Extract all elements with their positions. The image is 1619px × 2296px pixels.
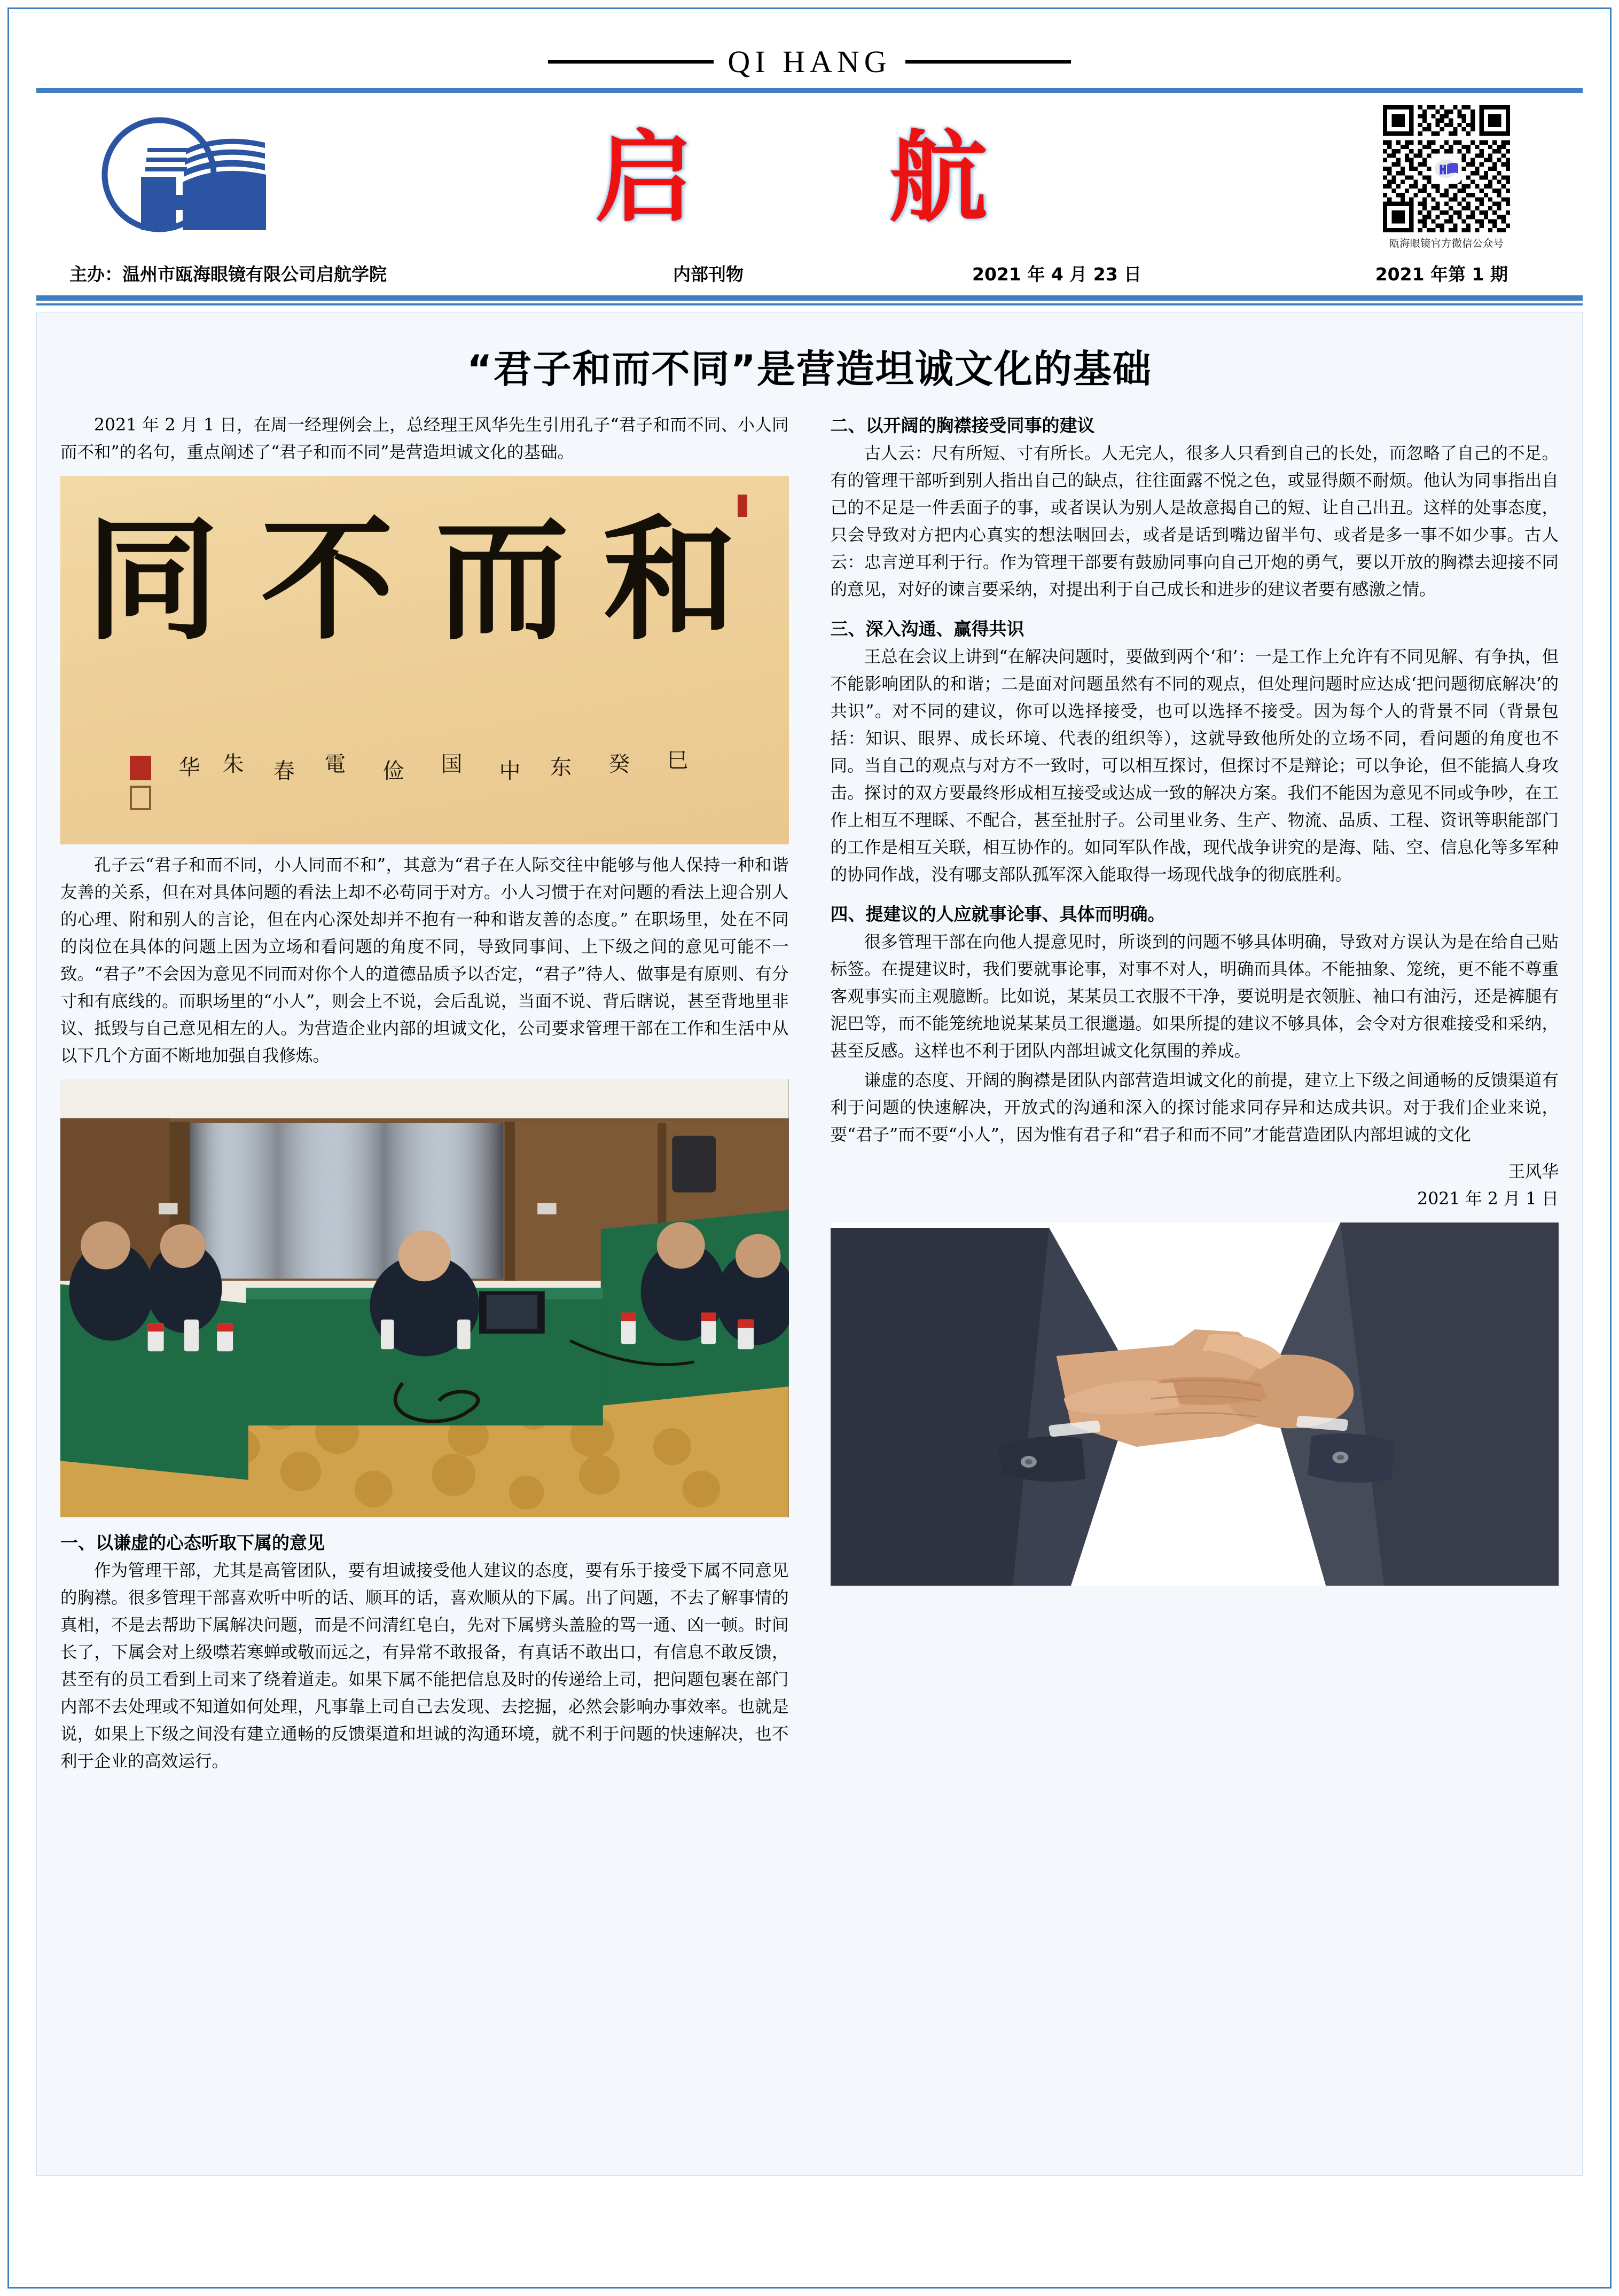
calligraphy-char-bu: 不	[260, 501, 394, 659]
calligraphy-figure	[60, 476, 789, 844]
qr-caption: 瓯海眼镜官方微信公众号	[1389, 237, 1504, 249]
logo-icon	[96, 111, 272, 244]
publication-info	[36, 258, 1583, 286]
masthead	[36, 93, 1583, 253]
meeting-photo-figure	[60, 1079, 789, 1517]
seal-top-right	[738, 495, 747, 517]
issue-number: 2021 年第 1 期	[1375, 264, 1508, 285]
inscription-char-7: 东	[546, 756, 572, 778]
body-paragraph-2: 孔子云“君子和而不同，小人同而不和”，其意为“君子在人际交往中能够与他人保持一种和谐友善的关系，但在对具体问题的看法上却不必苟同于对方。小人习惯于在对问题的看法上迎合别人的心理、附和别人的言论，但在内心深处却并不抱有一种和谐友善的态度。” 在职场里，处在不同的岗位在具体的问题上因为立场和看问题的角度不同，导致同事间、上下级之间的意见可能不一致。“君子”不会因为意见不同而对你个人的道德品质予以否定，“君子”待人、做事是有原则、有分寸和有底线的。而职场里的“小人”，则会上不说，会后乱说，当面不说、背后瞎说，甚至背地里非议、抵毁与自己意见相左的人。为营造企业内部的坦诚文化，公司要求管理干部在工作和生活中从以下几个方面不断地加强自我修炼。	[60, 856, 789, 1066]
page-content	[12, 12, 1607, 2284]
handshake-photo-figure	[831, 1223, 1559, 1586]
calligraphy-char-he: 和	[603, 501, 737, 659]
wechat-qr-block	[1332, 105, 1561, 250]
meeting-photo	[60, 1079, 789, 1517]
section-2-paragraph-1: 古人云：尺有所短、寸有所长。人无完人，很多人只看到自己的长处，而忽略了自己的不足。有的管理干部听到别人指出自己的缺点，往往面露不悦之色，或显得颇不耐烦。他认为同事指出自己的不足是一件丢面子的事，或者误认为别人是故意揭自己的短、让自己出丑。这样的处事态度，只会导致对方把内心真实的想法咽回去，或者是话到嘴边留半句、或者是多一事不如少事。古人云：忠言逆耳利于行。作为管理干部要有鼓励同事向自己开炮的勇气，要以开放的胸襟去迎接不同的意见，对好的谏言要采纳，对提出利于自己成长和进步的建议者要有感激之情。	[830, 444, 1559, 600]
divider-thin	[36, 303, 1583, 305]
lead-paragraph: 2021 年 2 月 1 日，在周一经理例会上，总经理王风华先生引用孔子“君子和而不同、小人同而不和”的名句，重点阐述了“君子和而不同”是营造坦诚文化的基础。	[60, 416, 789, 463]
signature-date: 2021 年 2 月 1 日	[1417, 1189, 1559, 1209]
publisher-label: 主办：温州市瓯海眼镜有限公司启航学院	[69, 264, 387, 285]
latin-title: QI HANG	[728, 44, 891, 79]
handshake-photo	[831, 1223, 1559, 1586]
section-4-paragraph-2: 谦虚的态度、开阔的胸襟是团队内部营造坦诚文化的前提，建立上下级之间通畅的反馈渠道有利于问题的快速解决，开放式的沟通和深入的探讨能求同存异和达成共识。对于我们企业来说，要“君子”而不要“小人”，因为惟有君子和“君子和而不同”才能营造团队内部坦诚的文化	[830, 1071, 1559, 1145]
latin-title-bar	[36, 44, 1583, 80]
section-heading-3: 三、深入沟通、赢得共识	[830, 618, 1024, 640]
section-heading-2: 二、以开阔的胸襟接受同事的建议	[830, 415, 1095, 436]
column-left	[60, 412, 789, 1777]
inscription-char-6: 中	[496, 759, 521, 781]
inscription-char-3: 電	[320, 752, 346, 774]
inscription-char-1: 朱	[218, 752, 244, 774]
inscription-char-0: 华	[175, 756, 200, 778]
article-columns	[60, 412, 1559, 1777]
signature-name: 王风华	[1508, 1162, 1559, 1182]
calligraphy-char-tong: 同	[85, 501, 220, 659]
inscription-char-9: 巳	[663, 748, 688, 770]
seal-outline	[130, 786, 151, 810]
article-headline: “君子和而不同”是营造坦诚文化的基础	[467, 347, 1152, 391]
title-rule-right	[905, 60, 1071, 64]
calligraphy-char-er: 而	[435, 501, 569, 659]
masthead-title-cn: 启 航	[595, 119, 1036, 236]
handshake-photo-svg	[831, 1223, 1559, 1586]
title-rule-left	[548, 60, 714, 64]
section-heading-1: 一、以谦虚的心态听取下属的意见	[60, 1532, 325, 1554]
section-4-paragraph-1: 很多管理干部在向他人提意见时，所谈到的问题不够具体明确，导致对方误认为是在给自己贴标签。在提建议时，我们要就事论事，对事不对人，明确而具体。不能抽象、笼统，更不能不尊重客观事实而主观臆断。比如说，某某员工衣服不干净，要说明是衣领脏、袖口有油污，还是裤腿有泥巴等，而不能笼统地说某某员工很邋遢。如果所提的建议不够具体，会令对方很难接受和采纳，甚至反感。这样也不利于团队内部坦诚文化氛围的养成。	[830, 932, 1559, 1061]
qr-code-icon[interactable]	[1383, 105, 1510, 232]
qr-code-svg	[1383, 105, 1510, 232]
masthead-divider	[36, 295, 1583, 305]
signature-block	[831, 1158, 1559, 1213]
section-heading-4: 四、提建议的人应就事论事、具体而明确。	[830, 904, 1166, 925]
divider-thick	[36, 295, 1583, 301]
column-right	[831, 412, 1559, 1593]
company-logo	[69, 111, 299, 244]
calligraphy-image	[60, 476, 789, 844]
section-3-paragraph-1: 王总在会议上讲到“在解决问题时，要做到两个‘和’：一是工作上允许有不同见解、有争执，但不能影响团队的和谐；二是面对问题虽然有不同的观点，但处理问题时应达成‘把问题彻底解决’的共识”。对不同的建议，你可以选择接受，也可以选择不接受。因为每个人的背景不同（背景包括：知识、眼界、成长环境、代表的组织等），这就导致他所处的立场不同，看问题的角度也不同。当自己的观点与对方不一致时，可以相互探讨，但探讨不是辩论；可以争论，但不能搞人身攻击。探讨的双方要最终形成相互接受或达成一致的解决方案。我们不能因为意见不同或争吵，在工作上相互不理睬、不配合，甚至扯肘子。公司里业务、生产、物流、品质、工程、资讯等职能部门的工作是相互关联，相互协作的。如同军队作战，现代战争讲究的是海、陆、空、信息化等多军种的协同作战，没有哪支部队孤军深入能取得一场现代战争的彻底胜利。	[830, 647, 1559, 885]
inscription-char-8: 癸	[605, 752, 630, 774]
header-blue-rule	[36, 88, 1583, 93]
seal-red	[130, 756, 151, 780]
article-container	[36, 312, 1583, 2176]
meeting-photo-svg	[60, 1079, 789, 1517]
section-1-paragraph-1: 作为管理干部，尤其是高管团队，要有坦诚接受他人建议的态度，要有乐于接受下属不同意见的胸襟。很多管理干部喜欢听中听的话、顺耳的话，喜欢顺从的下属。出了问题，不去了解事情的真相，不是去帮助下属解决问题，而是不问清红皂白，先对下属劈头盖脸的骂一通、凶一顿。时间长了，下属会对上级噤若寒蝉或敬而远之，有异常不敢报备，有真话不敢出口，有信息不敢反馈，甚至有的员工看到上司来了绕着道走。如果下属不能把信息及时的传递给上司，把问题包裹在部门内部不去处理或不知道如何处理，凡事靠上司自己去发现、去挖掘，必然会影响办事效率。也就是说，如果上下级之间没有建立通畅的反馈渠道和坦诚的沟通环境，就不利于问题的快速解决，也不利于企业的高效运行。	[60, 1561, 789, 1772]
inscription-char-5: 国	[437, 752, 463, 774]
publication-type: 内部刊物	[673, 264, 744, 285]
inscription-char-2: 春	[270, 759, 295, 781]
masthead-title	[299, 119, 1332, 236]
publication-date: 2021 年 4 月 23 日	[972, 264, 1142, 285]
inscription-char-4: 俭	[379, 759, 404, 781]
